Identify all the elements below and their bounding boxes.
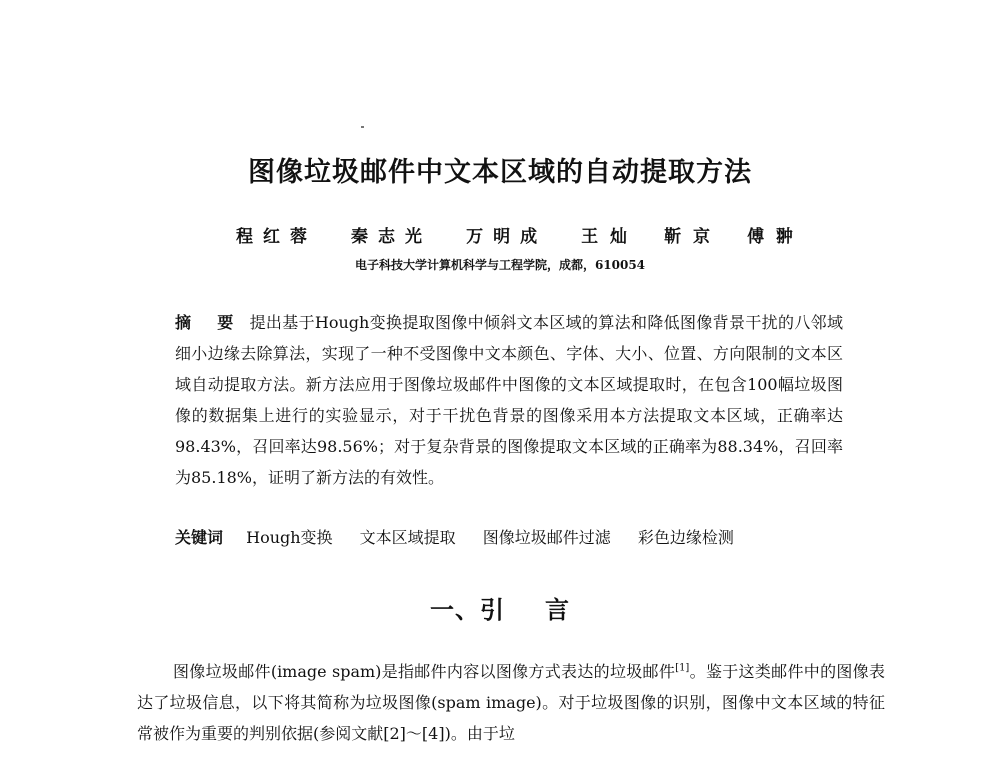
body-rest: 。鉴于这类邮件中的图像表达了垃圾信息，以下将其简称为垃圾图像(spam image)。对于垃圾图像的识别，图像中文本区域的特征常被作为重要的判别依据(参阅文献[2]～[4])。由于垃: [137, 662, 885, 743]
section-heading: [0, 590, 1000, 625]
abstract: [175, 307, 843, 493]
keyword: Hough变换: [246, 528, 333, 547]
keywords-label: 关键词: [175, 528, 224, 547]
paper-title: 图像垃圾邮件中文本区域的自动提取方法: [248, 157, 752, 188]
abstract-text: 提出基于Hough变换提取图像中倾斜文本区域的算法和降低图像背景干扰的八邻域细小边缘去除算法，实现了一种不受图像中文本颜色、字体、大小、位置、方向限制的文本区域自动提取方法。新方法应用于图像垃圾邮件中图像的文本区域提取时，在包含100幅垃圾图像的数据集上进行的实验显示，对于干扰色背景的图像采用本方法提取文本区域，正确率达98.43%，召回率达98.56%；对于复杂背景的图像提取文本区域的正确率为88.34%，召回率为85.18%，证明了新方法的有效性。: [175, 313, 843, 487]
body-paragraph: [137, 656, 885, 749]
body-intro: 图像垃圾邮件(image spam)是指邮件内容以图像方式表达的垃圾邮件: [173, 662, 676, 681]
author-name: 万明成: [466, 227, 548, 247]
keyword: 彩色边缘检测: [637, 528, 734, 547]
author-list: [236, 222, 796, 247]
keywords: [175, 524, 843, 552]
scan-speck: [361, 126, 364, 128]
author-name: 靳 京: [664, 227, 714, 247]
keyword: 图像垃圾邮件过滤: [482, 528, 611, 547]
section-title: 言: [545, 596, 570, 624]
author-affiliation: 电子科技大学计算机科学与工程学院，成都，610054: [354, 258, 646, 272]
keyword: 文本区域提取: [359, 528, 456, 547]
author-name: 王 灿: [581, 227, 631, 247]
section-number: 一、引: [430, 596, 505, 624]
citation-ref: [1]: [675, 662, 690, 674]
author-name: 程红蓉: [236, 227, 317, 247]
abstract-label: 摘 要: [175, 313, 244, 332]
author-name: 秦志光: [351, 227, 433, 247]
author-name: 傅 翀: [747, 227, 796, 247]
